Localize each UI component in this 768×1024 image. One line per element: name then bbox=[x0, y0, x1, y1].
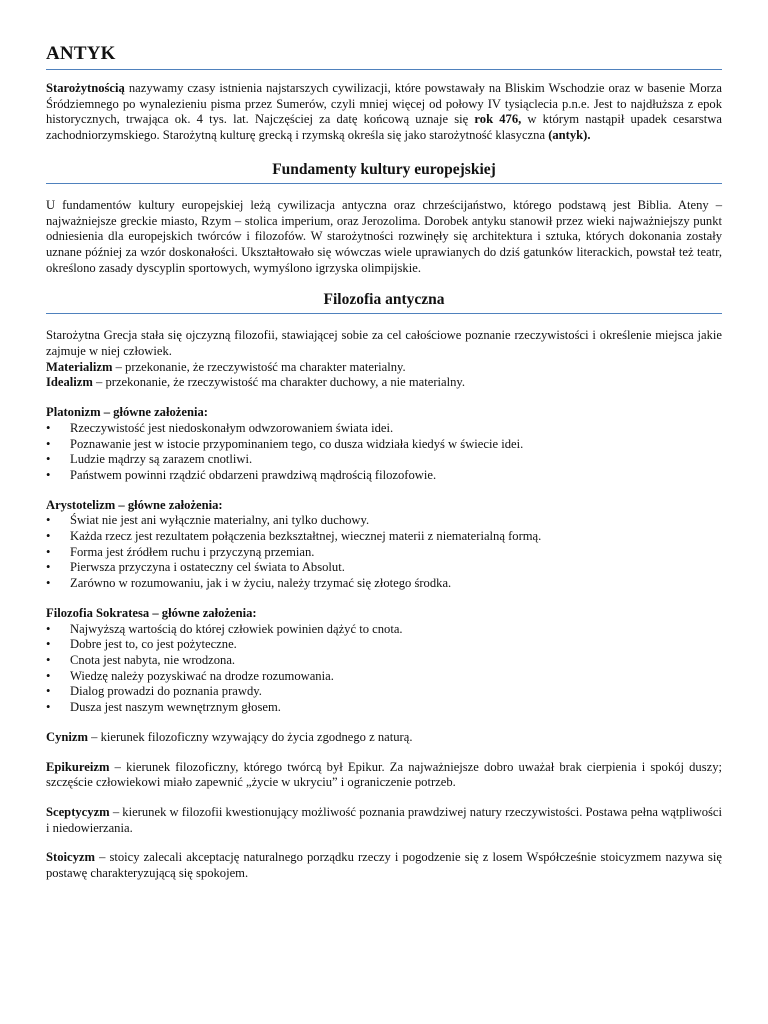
idealizm-text: – przekonanie, że rzeczywistość ma charakter duchowy, a nie materialny. bbox=[92, 375, 466, 390]
cynizm-term: Cynizm bbox=[46, 729, 88, 744]
list-item-text: Dobre jest to, co jest pożyteczne. bbox=[70, 637, 237, 652]
platonizm-list bbox=[46, 421, 722, 484]
bullet-icon: • bbox=[46, 420, 51, 435]
sceptycyzm-term: Sceptycyzm bbox=[46, 804, 110, 819]
arystotelizm-block bbox=[46, 498, 722, 592]
bullet-icon: • bbox=[46, 684, 51, 699]
list-item bbox=[46, 560, 722, 576]
list-item-text: Rzeczywistość jest niedoskonałym odwzorowaniem świata idei. bbox=[70, 420, 394, 435]
intro-date: rok 476, bbox=[474, 112, 522, 127]
platonizm-block bbox=[46, 405, 722, 484]
bullet-icon: • bbox=[46, 560, 51, 575]
list-item bbox=[46, 622, 722, 638]
stoicyzm-definition bbox=[46, 850, 722, 881]
sceptycyzm-definition bbox=[46, 805, 722, 836]
idealizm-term: Idealizm bbox=[46, 375, 93, 390]
list-item bbox=[46, 452, 722, 468]
bullet-icon: • bbox=[46, 637, 51, 652]
idealizm-definition bbox=[46, 375, 722, 391]
list-item bbox=[46, 529, 722, 545]
list-item-text: Poznawanie jest w istocie przypominaniem tego, co dusza widziała kiedyś w świecie idei. bbox=[70, 436, 524, 451]
document-page bbox=[46, 42, 722, 882]
list-item-text: Świat nie jest ani wyłącznie materialny, ani tylko duchowy. bbox=[70, 513, 370, 528]
list-item bbox=[46, 669, 722, 685]
list-item bbox=[46, 513, 722, 529]
sokrates-heading: Filozofia Sokratesa – główne założenia: bbox=[46, 605, 257, 620]
sokrates-block bbox=[46, 606, 722, 716]
bullet-icon: • bbox=[46, 576, 51, 591]
sceptycyzm-text: – kierunek w filozofii kwestionujący możliwość poznania prawdziwej natury rzeczywistości. Postawa pełna wątpliwości i niedowierzania. bbox=[46, 804, 722, 835]
list-item-text: Każda rzecz jest rezultatem połączenia bezkształtnej, wiecznej materii z niematerialną formą. bbox=[70, 529, 542, 544]
list-item-text: Pierwsza przyczyna i ostateczny cel świata to Absolut. bbox=[70, 560, 345, 575]
document-title: ANTYK bbox=[46, 43, 116, 64]
bullet-icon: • bbox=[46, 668, 51, 683]
bullet-icon: • bbox=[46, 621, 51, 636]
bullet-icon: • bbox=[46, 513, 51, 528]
list-item-text: Ludzie mądrzy są zarazem cnotliwi. bbox=[70, 452, 253, 467]
list-item-text: Dialog prowadzi do poznania prawdy. bbox=[70, 684, 262, 699]
list-item bbox=[46, 653, 722, 669]
list-item bbox=[46, 637, 722, 653]
title-rule bbox=[46, 69, 722, 70]
list-item bbox=[46, 545, 722, 561]
materializm-term: Materializm bbox=[46, 359, 113, 374]
list-item-text: Dusza jest naszym wewnętrznym głosem. bbox=[70, 700, 281, 715]
intro-term: Starożytnością bbox=[46, 81, 125, 95]
epikureizm-text: – kierunek filozoficzny, którego twórcą był Epikur. Za najważniejsze dobro uważał brak cierpienia i spokój duszy; szczęście człowiekowi miało zapewnić „życie w ukryciu” i ograniczenie potrzeb. bbox=[46, 759, 722, 790]
list-item bbox=[46, 437, 722, 453]
cynizm-text: – kierunek filozoficzny wzywający do życia zgodnego z naturą. bbox=[87, 729, 413, 744]
list-item bbox=[46, 700, 722, 716]
list-item-text: Najwyższą wartością do której człowiek powinien dążyć to cnota. bbox=[70, 621, 403, 636]
intro-text-2: w którym nastąpił upadek cesarstwa zachodniorzymskiego. Starożytną kulturę grecką i rzymską określa się jako starożytność klasyczna bbox=[46, 112, 722, 143]
bullet-icon: • bbox=[46, 700, 51, 715]
list-item-text: Forma jest źródłem ruchu i przyczyną przemian. bbox=[70, 544, 315, 559]
bullet-icon: • bbox=[46, 452, 51, 467]
list-item bbox=[46, 468, 722, 484]
list-item bbox=[46, 421, 722, 437]
bullet-icon: • bbox=[46, 652, 51, 667]
fundamenty-paragraph: U fundamentów kultury europejskiej leżą cywilizacja antyczna oraz chrześcijaństwo, którego podstawą jest Biblia. Ateny – najważniejsze greckie miasto, Rzym – stolica imperium, oraz Jerozolima. Dorobek antyku stanowił przez wieki najważniejszy punkt odniesienia dla europejskich twórców i filozofów. W starożytności rozwinęły się architektura i sztuka, których dokonania zostały uznane później za wzór doskonałości. Ukształtowało się wówczas wiele uprawianych do dziś gatunków literackich, powstał też teatr, określono zasady dyscyplin sportowych, wymyślono igrzyska olimpijskie. bbox=[46, 197, 722, 275]
materializm-definition bbox=[46, 360, 722, 376]
epikureizm-definition bbox=[46, 760, 722, 791]
stoicyzm-text: – stoicy zalecali akceptację naturalnego porządku rzeczy i pogodzenie się z losem Współcześnie stoicyzmem nazywa się postawę charakteryzującą się spokojem. bbox=[46, 850, 722, 881]
list-item-text: Cnota jest nabyta, nie wrodzona. bbox=[70, 652, 236, 667]
arystotelizm-heading: Arystotelizm – główne założenia: bbox=[46, 497, 223, 512]
bullet-icon: • bbox=[46, 544, 51, 559]
intro-paragraph bbox=[46, 81, 722, 144]
filozofia-lead: Starożytna Grecja stała się ojczyzną filozofii, stawiającej sobie za cel całościowe poznanie rzeczywistości i określenie miejsca jakie zajmuje w niej człowiek. bbox=[46, 328, 722, 359]
arystotelizm-list bbox=[46, 513, 722, 592]
list-item-text: Państwem powinni rządzić obdarzeni prawdziwą mądrością filozofowie. bbox=[70, 467, 437, 482]
platonizm-heading: Platonizm – główne założenia: bbox=[46, 405, 208, 420]
section-rule-2 bbox=[46, 313, 722, 314]
cynizm-definition bbox=[46, 730, 722, 746]
list-item-text: Wiedzę należy pozyskiwać na drodze rozumowania. bbox=[70, 668, 334, 683]
section-heading-filozofia: Filozofia antyczna bbox=[323, 291, 445, 309]
sokrates-list bbox=[46, 622, 722, 716]
bullet-icon: • bbox=[46, 467, 51, 482]
bullet-icon: • bbox=[46, 436, 51, 451]
stoicyzm-term: Stoicyzm bbox=[46, 850, 95, 865]
epikureizm-term: Epikureizm bbox=[46, 759, 110, 774]
materializm-text: – przekonanie, że rzeczywistość ma charakter materialny. bbox=[112, 359, 406, 374]
bullet-icon: • bbox=[46, 529, 51, 544]
list-item bbox=[46, 684, 722, 700]
section-rule-1 bbox=[46, 183, 722, 184]
list-item-text: Zarówno w rozumowaniu, jak i w życiu, należy trzymać się złotego środka. bbox=[70, 576, 452, 591]
list-item bbox=[46, 576, 722, 592]
section-heading-fundamenty: Fundamenty kultury europejskiej bbox=[272, 160, 496, 178]
intro-antyk: (antyk). bbox=[548, 128, 591, 143]
intro-text-1: nazywamy czasy istnienia najstarszych cywilizacji, które powstawały na Bliskim Wschodzie oraz w basenie Morza Śródziemnego po wynalezieniu pisma przez Sumerów, czyli mniej więcej od połowy IV tysiąclecia p.n.e. Jest to najdłuższa z epok historycznych, trwająca ok. 4 tys. lat. Najczęściej za datę końcową uznaje się bbox=[46, 81, 722, 127]
